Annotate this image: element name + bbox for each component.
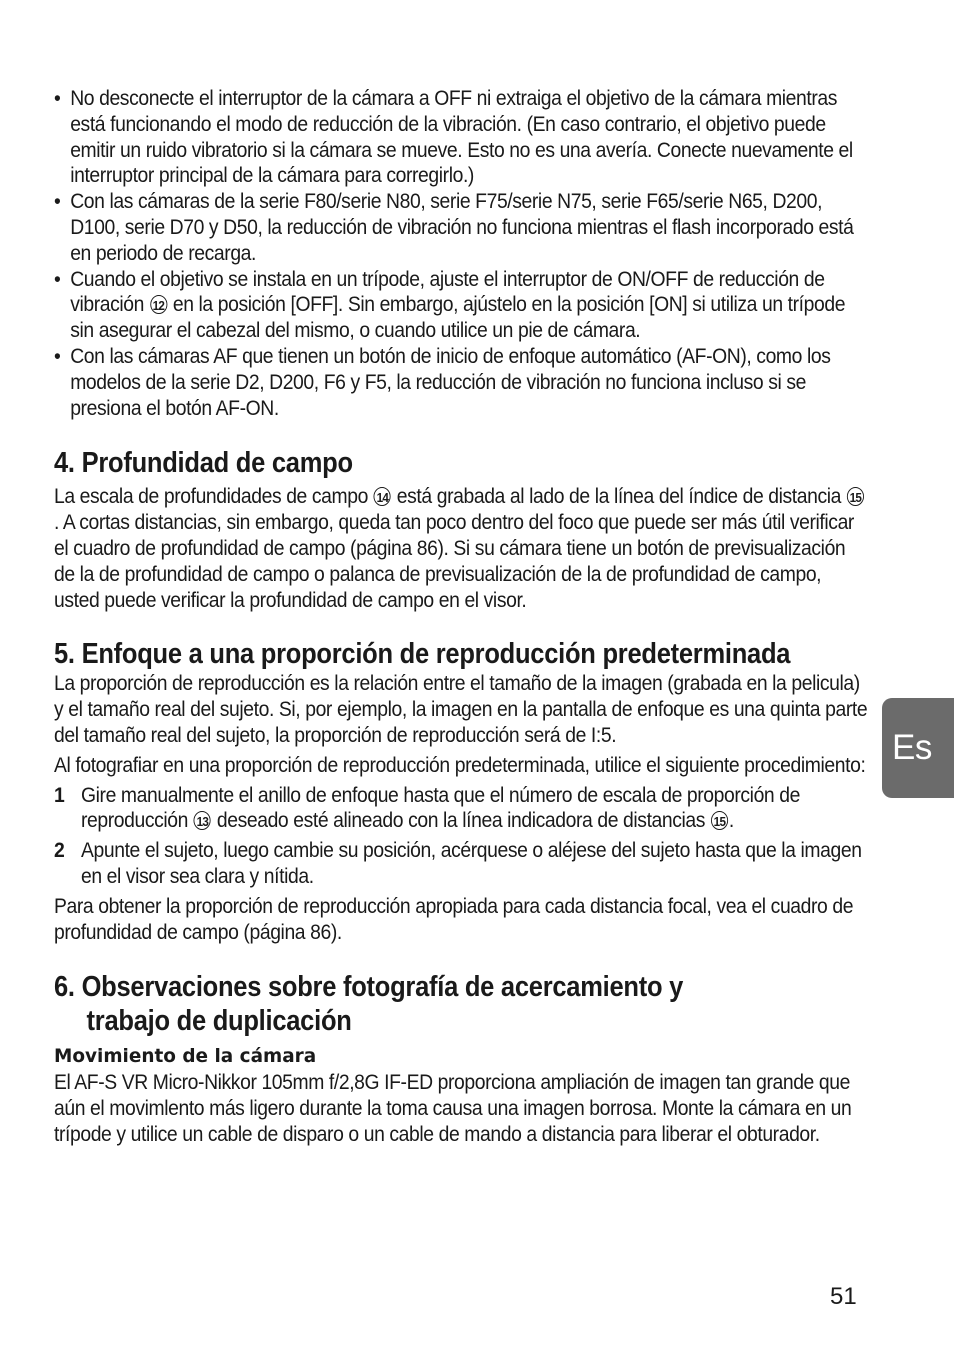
section-title-text: Observaciones sobre fotografía de acercamiento y bbox=[81, 971, 684, 1004]
step-text: deseado esté alineado con la línea indicadora de distancias bbox=[216, 808, 706, 833]
bullet: • bbox=[54, 266, 61, 291]
list-item bbox=[54, 344, 864, 421]
list-item bbox=[54, 267, 864, 344]
step-text: . bbox=[728, 808, 734, 833]
step-number: 2 bbox=[54, 838, 65, 863]
subsection-title: Movimiento de la cámara bbox=[54, 1045, 317, 1068]
step-text: Gire manualmente el anillo de enfoque hasta que el número de escala de proporción de reproducción bbox=[81, 782, 800, 833]
callout-number-icon: 14 bbox=[374, 487, 391, 506]
step-number: 1 bbox=[54, 782, 65, 807]
note-text: No desconecte el interruptor de la cámara a OFF ni extraiga el objetivo de la cámara mientras está funcionando el modo de reducción de la vibración. (En caso contrario, el objetivo puede emitir un ruido vibratorio si la cámara se mueve. Esto no es una avería. Conecte nuevamente el interruptor principal de la cámara para corregirlo.) bbox=[70, 86, 853, 188]
bullet: • bbox=[54, 86, 61, 110]
callout-number-icon: 13 bbox=[194, 811, 211, 830]
section-title-text: trabajo de duplicación bbox=[86, 1005, 352, 1038]
paragraph-text: . A cortas distancias, sin embargo, queda tan poco dentro del foco que puede ser más útil verificar el cuadro de profundidad de campo (página 86). Si su cámara tiene un botón de previsualización de la de profundidad de campo o palanca de previsualización de la de profundidad de campo, usted puede verificar la profundidad de campo en el visor. bbox=[54, 510, 854, 612]
section-number: 6. bbox=[54, 971, 75, 1004]
note-text: en la posición [OFF]. Sin embargo, ajústelo en la posición [ON] si utiliza un trípode sin asegurar el cabezal del mismo, o cuando utilice un pie de cámara. bbox=[70, 292, 846, 343]
page-number: 51 bbox=[830, 1283, 857, 1310]
section-title-depth-of-field: 4. Profundidad de campo bbox=[54, 447, 353, 480]
language-tab: Es bbox=[882, 698, 954, 798]
paragraph: La proporción de reproducción es la relación entre el tamaño de la imagen (grabada en la pelicula) y el tamaño real del sujeto. Si, por ejemplo, la imagen en la pantalla de enfoque es una quinta parte del tamaño real del sujeto, la proporción de reproducción será de I:5. bbox=[54, 671, 868, 747]
step-item bbox=[54, 783, 869, 835]
paragraph: Para obtener la proporción de reproducción apropiada para cada distancia focal, vea el cuadro de profundidad de campo (página 86). bbox=[54, 893, 854, 944]
procedure-steps bbox=[54, 783, 869, 890]
step-item bbox=[54, 838, 869, 890]
notes-list bbox=[54, 86, 864, 421]
step-text: Apunte el sujeto, luego cambie su posición, acérquese o aléjese del sujeto hasta que la imagen en el visor sea clara y nítida. bbox=[81, 838, 862, 888]
paragraph-text: La escala de profundidades de campo bbox=[54, 484, 368, 509]
note-text: Con las cámaras de la serie F80/serie N80, serie F75/serie N75, serie F65/serie N65, D200, D100, serie D70 y D50, la reducción de vibración no funciona mientras el flash incorporado está en periodo de recarga. bbox=[70, 189, 854, 265]
paragraph: Al fotografiar en una proporción de reproducción predeterminada, utilice el siguiente procedimiento: bbox=[54, 752, 866, 777]
section-title-closeup bbox=[54, 970, 872, 1038]
page-content bbox=[54, 86, 869, 1148]
callout-number-icon: 12 bbox=[150, 295, 167, 314]
bullet: • bbox=[54, 343, 61, 368]
note-text: Cuando el objetivo se instala en un trípode, ajuste el interruptor de ON/OFF de reducción de vibración bbox=[70, 266, 825, 317]
paragraph: El AF-S VR Micro-Nikkor 105mm f/2,8G IF-ED proporciona ampliación de imagen tan grande que aún el movimlento más ligero durante la toma causa una imagen borrosa. Monte la cámara en un trípode y utilice un cable de disparo o un cable de mando a distancia para liberar el obturador. bbox=[54, 1070, 852, 1146]
list-item bbox=[54, 189, 864, 266]
note-text: Con las cámaras AF que tienen un botón de inicio de enfoque automático (AF-ON), como los modelos de la serie D2, D200, F6 y F5, la reducción de vibración no funciona incluso si se presiona el botón AF-ON. bbox=[70, 343, 831, 420]
paragraph bbox=[54, 484, 869, 613]
callout-number-icon: 15 bbox=[847, 487, 864, 506]
bullet: • bbox=[54, 189, 61, 214]
list-item bbox=[54, 86, 864, 189]
callout-number-icon: 15 bbox=[711, 811, 728, 830]
paragraph-text: está grabada al lado de la línea del índice de distancia bbox=[396, 484, 842, 509]
section-title-reproduction-ratio: 5. Enfoque a una proporción de reproducción predeterminada bbox=[54, 638, 791, 671]
